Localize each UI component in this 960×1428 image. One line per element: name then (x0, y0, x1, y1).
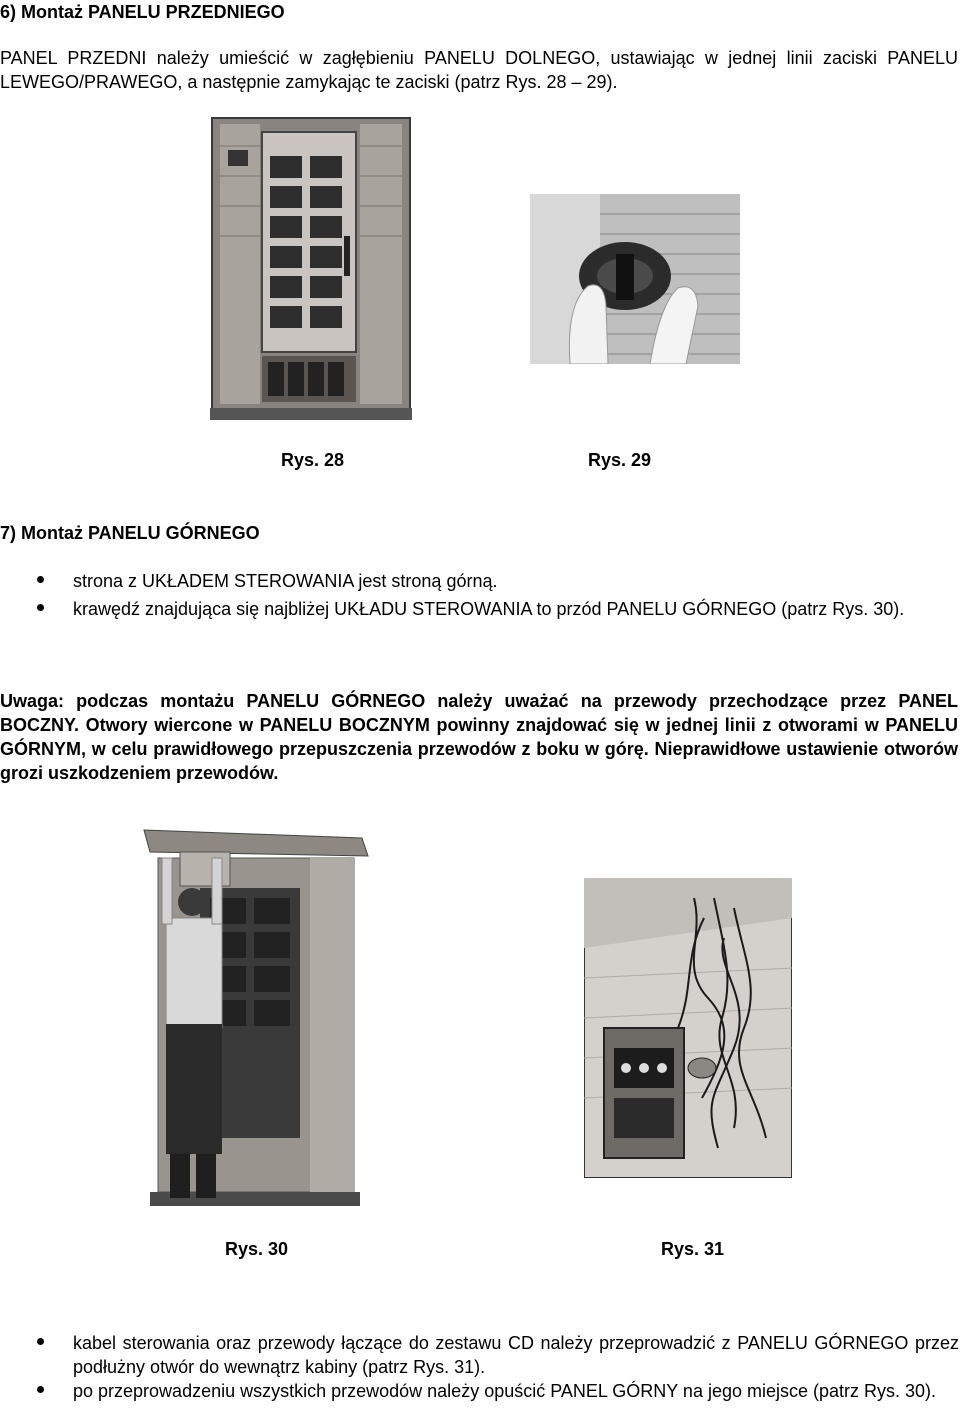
figure-30-caption: Rys. 30 (225, 1239, 289, 1259)
section-6-paragraph: PANEL PRZEDNI należy umieścić w zagłębieniu PANELU DOLNEGO, ustawiając w jednej linii zaciski PANELU LEWEGO/PRAWEGO, a następnie zamykając te zaciski (patrz Rys. 28 – 29). (0, 48, 958, 92)
bullet-marker (37, 1386, 44, 1393)
final-bullet-1: kabel sterowania oraz przewody łączące do zestawu CD należy przeprowadzić z PANELU GÓRNEGO przez podłużny otwór do wewnątrz kabiny (patrz Rys. 31). (73, 1333, 959, 1377)
section-7-bullet-1: strona z UKŁADEM STEROWANIA jest stroną górną. (73, 571, 498, 591)
figure-31-caption: Rys. 31 (661, 1239, 725, 1259)
bullet-marker (37, 1338, 44, 1345)
final-bullet-2: po przeprowadzeniu wszystkich przewodów należy opuścić PANEL GÓRNY na jego miejsce (patrz Rys. 30). (73, 1381, 937, 1401)
warning-note (0, 689, 958, 785)
figure-28-sauna-photo (210, 116, 412, 420)
figure-28-caption: Rys. 28 (281, 450, 345, 470)
figure-30-top-panel-photo (140, 828, 370, 1212)
section-7-bullet-2: krawędź znajdująca się najbliżej UKŁADU STEROWANIA to przód PANELU GÓRNEGO (patrz Rys. 30). (73, 599, 905, 619)
section-7-heading: 7) Montaż PANELU GÓRNEGO (0, 523, 260, 543)
warning-note-rest: Otwory wiercone w PANELU BOCZNYM powinny znajdować się w jednej linii z otworami w PANELU GÓRNYM, w celu prawidłowego przepuszczenia przewodów z boku w górę. Nieprawidłowe ustawienie otworów grozi uszkodzeniem przewodów. (0, 715, 958, 783)
section-6-heading: 6) Montaż PANELU PRZEDNIEGO (0, 2, 285, 22)
warning-note-bold: Uwaga: podczas montażu PANELU GÓRNEGO należy uważać na przewody przechodzące przez PANEL BOCZNY. (0, 691, 958, 735)
figure-29-caption: Rys. 29 (588, 450, 652, 470)
figure-29-clamp-photo (530, 194, 740, 364)
bullet-marker (37, 576, 44, 583)
bullet-marker (37, 604, 44, 611)
figure-31-wires-photo (584, 878, 792, 1178)
